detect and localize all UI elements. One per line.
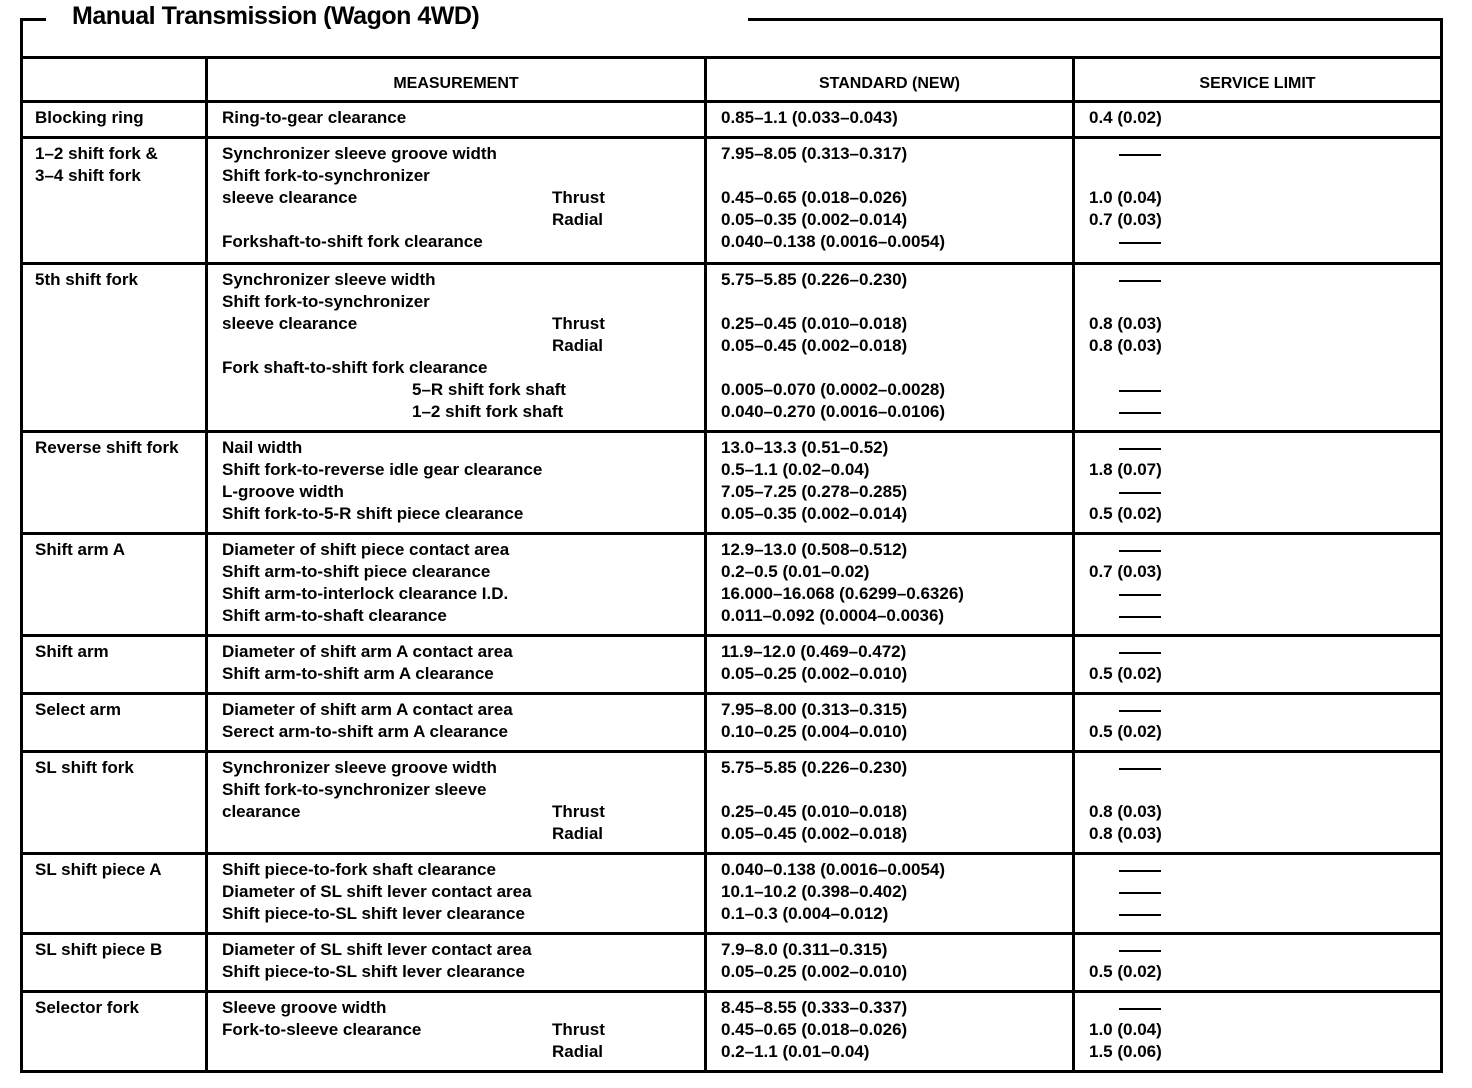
- service-limit-value: 0.5 (0.02): [1089, 722, 1162, 741]
- part-name: 5th shift fork: [35, 270, 138, 289]
- table-row: [23, 532, 1440, 634]
- service-limit-value: 0.8 (0.03): [1089, 314, 1162, 333]
- part-name: Selector fork: [35, 998, 139, 1017]
- measurement-line: [222, 437, 704, 459]
- part-name-cell: [23, 433, 208, 532]
- measurement-subtype: Radial: [552, 336, 604, 355]
- standard-value: 5.75–5.85 (0.226–0.230): [721, 270, 908, 289]
- service-limit-value: [1089, 231, 1440, 253]
- measurement-text: Diameter of shift arm A contact area: [222, 700, 513, 719]
- standard-value: [721, 779, 1072, 801]
- measurement-line: [222, 209, 704, 231]
- service-limit-value: [1089, 605, 1440, 627]
- part-name: Select arm: [35, 700, 121, 719]
- standard-value: 0.10–0.25 (0.004–0.010): [721, 722, 908, 741]
- measurement-text: Shift fork-to-synchronizer: [222, 166, 430, 185]
- standard-cell: [707, 935, 1075, 990]
- standard-value: 0.5–1.1 (0.02–0.04): [721, 460, 870, 479]
- measurement-text: Shift fork-to-synchronizer: [222, 292, 430, 311]
- table-body: [23, 100, 1440, 1070]
- standard-value: 0.45–0.65 (0.018–0.026): [721, 188, 908, 207]
- part-name: SL shift piece A: [35, 860, 162, 879]
- standard-value: 7.95–8.00 (0.313–0.315): [721, 700, 908, 719]
- service-limit-value: [1089, 699, 1440, 721]
- standard-value: 7.95–8.05 (0.313–0.317): [721, 144, 908, 163]
- measurement-line: [222, 231, 704, 253]
- standard-value: 0.2–1.1 (0.01–0.04): [721, 1042, 870, 1061]
- no-limit-dash: [1119, 390, 1161, 392]
- measurement-subtype: Thrust: [552, 188, 605, 207]
- part-name: Blocking ring: [35, 108, 144, 127]
- table-row: [23, 262, 1440, 430]
- no-limit-dash: [1119, 870, 1161, 872]
- frame-left-edge: [20, 18, 23, 58]
- standard-cell: [707, 535, 1075, 634]
- measurement-text: Diameter of SL shift lever contact area: [222, 940, 532, 959]
- part-name-cell: [23, 265, 208, 430]
- spec-table: [20, 56, 1443, 1073]
- no-limit-dash: [1119, 594, 1161, 596]
- measurement-text: Shift arm-to-interlock clearance I.D.: [222, 584, 509, 603]
- part-name-cell: [23, 103, 208, 136]
- service-limit-value: 0.7 (0.03): [1089, 210, 1162, 229]
- measurement-text: Diameter of shift arm A contact area: [222, 642, 513, 661]
- no-limit-dash: [1119, 652, 1161, 654]
- part-name: SL shift fork: [35, 758, 134, 777]
- table-row: [23, 430, 1440, 532]
- header-part: [23, 59, 208, 100]
- measurement-line: [222, 1041, 704, 1063]
- measurement-text: sleeve clearance: [222, 314, 358, 333]
- measurement-cell: [208, 265, 707, 430]
- measurement-line: [222, 401, 704, 423]
- standard-value: 0.040–0.138 (0.0016–0.0054): [721, 860, 946, 879]
- measurement-text: Shift arm-to-shaft clearance: [222, 606, 447, 625]
- part-name-cell: [23, 993, 208, 1070]
- measurement-line: [222, 539, 704, 561]
- part-name-cell: [23, 637, 208, 692]
- standard-value: 0.05–0.35 (0.002–0.014): [721, 504, 908, 523]
- measurement-text: Ring-to-gear clearance: [222, 108, 407, 127]
- table-row: [23, 852, 1440, 932]
- service-limit-value: 0.5 (0.02): [1089, 664, 1162, 683]
- service-limit-value: [1089, 997, 1440, 1019]
- measurement-cell: [208, 433, 707, 532]
- measurement-line: [222, 583, 704, 605]
- table-row: [23, 634, 1440, 692]
- measurement-line: [222, 801, 704, 823]
- measurement-cell: [208, 637, 707, 692]
- measurement-line: [222, 721, 704, 743]
- measurement-line: [222, 459, 704, 481]
- service-limit-value: 0.7 (0.03): [1089, 562, 1162, 581]
- page-title: Manual Transmission (Wagon 4WD): [68, 2, 483, 31]
- measurement-line: [222, 481, 704, 503]
- part-name: SL shift piece B: [35, 940, 163, 959]
- service-limit-value: [1089, 291, 1440, 313]
- service-limit-value: [1089, 269, 1440, 291]
- service-limit-cell: [1075, 935, 1440, 990]
- measurement-subtype: Radial: [552, 1042, 604, 1061]
- measurement-line: [222, 379, 704, 401]
- measurement-subitem: 1–2 shift fork shaft: [412, 402, 564, 421]
- measurement-text: Forkshaft-to-shift fork clearance: [222, 232, 483, 251]
- no-limit-dash: [1119, 616, 1161, 618]
- service-limit-value: 0.8 (0.03): [1089, 336, 1162, 355]
- header-standard: STANDARD (NEW): [707, 59, 1075, 100]
- service-limit-value: [1089, 481, 1440, 503]
- no-limit-dash: [1119, 242, 1161, 244]
- measurement-text: Synchronizer sleeve width: [222, 270, 436, 289]
- service-limit-value: [1089, 881, 1440, 903]
- measurement-text: sleeve clearance: [222, 188, 358, 207]
- measurement-line: [222, 997, 704, 1019]
- part-name-cell: [23, 535, 208, 634]
- standard-value: 0.1–0.3 (0.004–0.012): [721, 904, 889, 923]
- standard-value: 11.9–12.0 (0.469–0.472): [721, 642, 907, 661]
- measurement-subtype: Thrust: [552, 802, 605, 821]
- standard-cell: [707, 855, 1075, 932]
- measurement-subtype: Thrust: [552, 1020, 605, 1039]
- service-limit-value: 0.5 (0.02): [1089, 962, 1162, 981]
- service-limit-value: 1.8 (0.07): [1089, 460, 1162, 479]
- part-name-cell: [23, 139, 208, 262]
- standard-value: 13.0–13.3 (0.51–0.52): [721, 438, 889, 457]
- standard-cell: [707, 753, 1075, 852]
- part-name-cell: [23, 935, 208, 990]
- standard-cell: [707, 695, 1075, 750]
- service-limit-value: 1.5 (0.06): [1089, 1042, 1162, 1061]
- title-rule-left: [20, 18, 46, 21]
- service-limit-cell: [1075, 535, 1440, 634]
- standard-value: 5.75–5.85 (0.226–0.230): [721, 758, 908, 777]
- no-limit-dash: [1119, 154, 1161, 156]
- service-limit-value: [1089, 401, 1440, 423]
- standard-value: 8.45–8.55 (0.333–0.337): [721, 998, 908, 1017]
- measurement-line: [222, 187, 704, 209]
- measurement-line: [222, 1019, 704, 1041]
- measurement-line: [222, 107, 704, 129]
- service-limit-value: 0.8 (0.03): [1089, 824, 1162, 843]
- standard-cell: [707, 433, 1075, 532]
- standard-value: 0.05–0.35 (0.002–0.014): [721, 210, 908, 229]
- table-row: [23, 100, 1440, 136]
- measurement-text: clearance: [222, 802, 301, 821]
- table-row: [23, 990, 1440, 1070]
- measurement-line: [222, 939, 704, 961]
- service-limit-value: 0.5 (0.02): [1089, 504, 1162, 523]
- header-service-limit: SERVICE LIMIT: [1199, 75, 1316, 92]
- part-name-cell: [23, 695, 208, 750]
- measurement-line: [222, 357, 704, 379]
- measurement-text: Diameter of shift piece contact area: [222, 540, 510, 559]
- service-limit-cell: [1075, 695, 1440, 750]
- no-limit-dash: [1119, 492, 1161, 494]
- service-limit-cell: [1075, 103, 1440, 136]
- no-limit-dash: [1119, 950, 1161, 952]
- standard-value: 0.040–0.270 (0.0016–0.0106): [721, 402, 946, 421]
- measurement-line: [222, 605, 704, 627]
- service-limit-value: 1.0 (0.04): [1089, 1020, 1162, 1039]
- measurement-cell: [208, 695, 707, 750]
- part-name: Shift arm: [35, 642, 109, 661]
- measurement-line: [222, 165, 704, 187]
- no-limit-dash: [1119, 768, 1161, 770]
- service-limit-value: 0.8 (0.03): [1089, 802, 1162, 821]
- service-limit-value: 1.0 (0.04): [1089, 188, 1162, 207]
- table-row: [23, 136, 1440, 262]
- standard-cell: [707, 265, 1075, 430]
- measurement-text: L-groove width: [222, 482, 344, 501]
- measurement-text: Shift piece-to-fork shaft clearance: [222, 860, 496, 879]
- standard-value: 0.25–0.45 (0.010–0.018): [721, 802, 908, 821]
- standard-value: 16.000–16.068 (0.6299–0.6326): [721, 584, 964, 603]
- service-limit-value: [1089, 437, 1440, 459]
- service-limit-cell: [1075, 855, 1440, 932]
- service-limit-value: [1089, 939, 1440, 961]
- table-row: [23, 932, 1440, 990]
- service-limit-value: [1089, 379, 1440, 401]
- measurement-text: Shift fork-to-5-R shift piece clearance: [222, 504, 524, 523]
- standard-value: 10.1–10.2 (0.398–0.402): [721, 882, 908, 901]
- measurement-text: Sleeve groove width: [222, 998, 387, 1017]
- standard-value: 0.005–0.070 (0.0002–0.0028): [721, 380, 946, 399]
- standard-value: 0.25–0.45 (0.010–0.018): [721, 314, 908, 333]
- measurement-text: Serect arm-to-shift arm A clearance: [222, 722, 508, 741]
- measurement-text: Shift arm-to-shift piece clearance: [222, 562, 491, 581]
- table-header-row: [23, 56, 1440, 100]
- part-name-cell: [23, 753, 208, 852]
- measurement-text: Shift fork-to-synchronizer sleeve: [222, 780, 487, 799]
- measurement-text: Shift arm-to-shift arm A clearance: [222, 664, 494, 683]
- measurement-text: Nail width: [222, 438, 303, 457]
- part-name: 3–4 shift fork: [35, 166, 141, 185]
- measurement-text: Synchronizer sleeve groove width: [222, 144, 497, 163]
- title-rule-right: [748, 18, 1443, 21]
- standard-cell: [707, 993, 1075, 1070]
- part-name-cell: [23, 855, 208, 932]
- measurement-text: Fork-to-sleeve clearance: [222, 1020, 422, 1039]
- measurement-text: Shift fork-to-reverse idle gear clearance: [222, 460, 543, 479]
- no-limit-dash: [1119, 550, 1161, 552]
- measurement-cell: [208, 993, 707, 1070]
- no-limit-dash: [1119, 710, 1161, 712]
- standard-value: 7.9–8.0 (0.311–0.315): [721, 940, 888, 959]
- service-limit-cell: [1075, 993, 1440, 1070]
- service-limit-value: [1089, 143, 1440, 165]
- standard-value: 0.85–1.1 (0.033–0.043): [721, 108, 898, 127]
- frame-right-edge: [1440, 18, 1443, 58]
- measurement-subtype: Radial: [552, 210, 604, 229]
- service-limit-cell: [1075, 139, 1440, 262]
- measurement-cell: [208, 103, 707, 136]
- measurement-subitem: 5–R shift fork shaft: [412, 380, 566, 399]
- standard-value: 0.05–0.45 (0.002–0.018): [721, 336, 908, 355]
- measurement-cell: [208, 935, 707, 990]
- service-limit-cell: [1075, 637, 1440, 692]
- measurement-line: [222, 779, 704, 801]
- measurement-line: [222, 641, 704, 663]
- standard-value: 0.05–0.25 (0.002–0.010): [721, 962, 908, 981]
- measurement-line: [222, 335, 704, 357]
- standard-value: [721, 165, 1072, 187]
- measurement-text: Shift piece-to-SL shift lever clearance: [222, 904, 525, 923]
- measurement-cell: [208, 535, 707, 634]
- standard-value: 0.011–0.092 (0.0004–0.0036): [721, 606, 945, 625]
- measurement-cell: [208, 753, 707, 852]
- measurement-text: Diameter of SL shift lever contact area: [222, 882, 532, 901]
- measurement-text: Synchronizer sleeve groove width: [222, 758, 497, 777]
- measurement-line: [222, 757, 704, 779]
- part-name: 1–2 shift fork &: [35, 144, 158, 163]
- measurement-line: [222, 561, 704, 583]
- standard-value: [721, 291, 1072, 313]
- service-limit-value: 0.4 (0.02): [1089, 108, 1162, 127]
- measurement-line: [222, 859, 704, 881]
- part-name: Reverse shift fork: [35, 438, 179, 457]
- measurement-cell: [208, 139, 707, 262]
- no-limit-dash: [1119, 892, 1161, 894]
- service-limit-value: [1089, 165, 1440, 187]
- no-limit-dash: [1119, 448, 1161, 450]
- service-limit-value: [1089, 903, 1440, 925]
- table-row: [23, 692, 1440, 750]
- measurement-line: [222, 143, 704, 165]
- measurement-line: [222, 313, 704, 335]
- service-limit-value: [1089, 357, 1440, 379]
- measurement-line: [222, 881, 704, 903]
- standard-value: 7.05–7.25 (0.278–0.285): [721, 482, 908, 501]
- service-limit-value: [1089, 539, 1440, 561]
- measurement-line: [222, 961, 704, 983]
- standard-value: 0.040–0.138 (0.0016–0.0054): [721, 232, 946, 251]
- measurement-line: [222, 699, 704, 721]
- measurement-line: [222, 903, 704, 925]
- standard-value: 0.45–0.65 (0.018–0.026): [721, 1020, 908, 1039]
- standard-value: 12.9–13.0 (0.508–0.512): [721, 540, 908, 559]
- standard-value: [721, 357, 1072, 379]
- standard-cell: [707, 139, 1075, 262]
- measurement-cell: [208, 855, 707, 932]
- measurement-text: Shift piece-to-SL shift lever clearance: [222, 962, 525, 981]
- measurement-line: [222, 663, 704, 685]
- part-name: Shift arm A: [35, 540, 126, 559]
- measurement-line: [222, 823, 704, 845]
- no-limit-dash: [1119, 412, 1161, 414]
- table-row: [23, 750, 1440, 852]
- no-limit-dash: [1119, 280, 1161, 282]
- standard-value: 0.05–0.45 (0.002–0.018): [721, 824, 908, 843]
- service-limit-value: [1089, 779, 1440, 801]
- no-limit-dash: [1119, 1008, 1161, 1010]
- service-limit-cell: [1075, 433, 1440, 532]
- measurement-subtype: Radial: [552, 824, 604, 843]
- measurement-subtype: Thrust: [552, 314, 605, 333]
- service-limit-value: [1089, 859, 1440, 881]
- service-limit-cell: [1075, 265, 1440, 430]
- standard-value: 0.05–0.25 (0.002–0.010): [721, 664, 908, 683]
- standard-cell: [707, 637, 1075, 692]
- service-limit-value: [1089, 641, 1440, 663]
- measurement-line: [222, 291, 704, 313]
- standard-cell: [707, 103, 1075, 136]
- header-measurement: MEASUREMENT: [208, 59, 707, 100]
- service-limit-value: [1089, 757, 1440, 779]
- service-limit-cell: [1075, 753, 1440, 852]
- measurement-line: [222, 503, 704, 525]
- standard-value: 0.2–0.5 (0.01–0.02): [721, 562, 870, 581]
- measurement-text: Fork shaft-to-shift fork clearance: [222, 358, 488, 377]
- service-limit-value: [1089, 583, 1440, 605]
- no-limit-dash: [1119, 914, 1161, 916]
- measurement-line: [222, 269, 704, 291]
